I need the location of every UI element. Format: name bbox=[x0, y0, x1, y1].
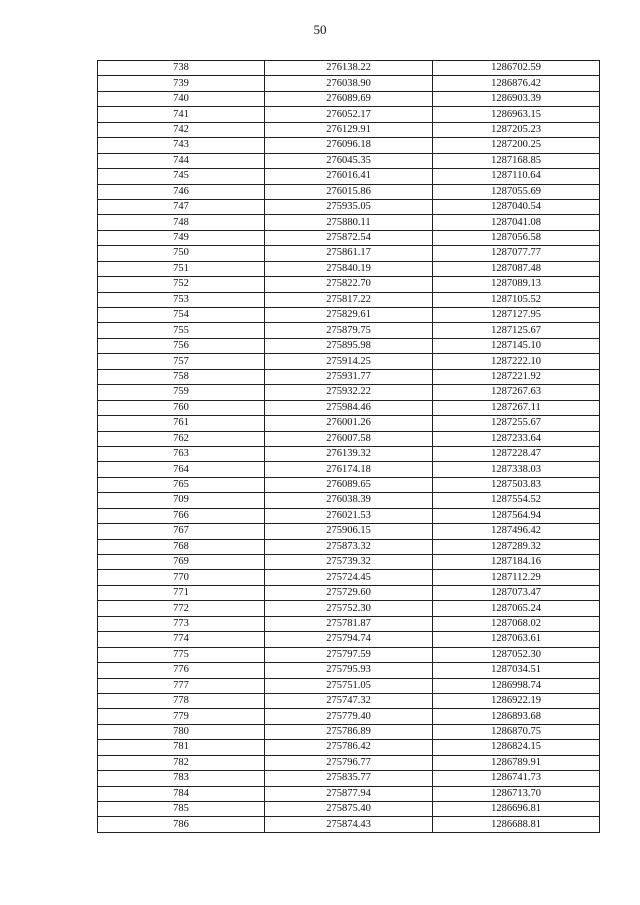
x-coordinate-cell: 275880.11 bbox=[265, 215, 433, 230]
x-coordinate-cell: 276021.53 bbox=[265, 508, 433, 523]
table-row bbox=[98, 230, 600, 245]
table-row bbox=[98, 632, 600, 647]
table-row bbox=[98, 385, 600, 400]
table-row bbox=[98, 199, 600, 214]
point-number-cell: 743 bbox=[98, 138, 265, 153]
table-row bbox=[98, 122, 600, 137]
y-coordinate-cell: 1286893.68 bbox=[433, 709, 600, 724]
table-row bbox=[98, 555, 600, 570]
point-number-cell: 786 bbox=[98, 817, 265, 832]
table-row bbox=[98, 477, 600, 492]
x-coordinate-cell: 275914.25 bbox=[265, 354, 433, 369]
point-number-cell: 709 bbox=[98, 493, 265, 508]
point-number-cell: 754 bbox=[98, 308, 265, 323]
point-number-cell: 757 bbox=[98, 354, 265, 369]
point-number-cell: 762 bbox=[98, 431, 265, 446]
table-row bbox=[98, 462, 600, 477]
x-coordinate-cell: 275822.70 bbox=[265, 277, 433, 292]
x-coordinate-cell: 275829.61 bbox=[265, 308, 433, 323]
point-number-cell: 752 bbox=[98, 277, 265, 292]
x-coordinate-cell: 275872.54 bbox=[265, 230, 433, 245]
point-number-cell: 777 bbox=[98, 678, 265, 693]
y-coordinate-cell: 1286903.39 bbox=[433, 91, 600, 106]
point-number-cell: 744 bbox=[98, 153, 265, 168]
point-number-cell: 745 bbox=[98, 169, 265, 184]
y-coordinate-cell: 1287063.61 bbox=[433, 632, 600, 647]
x-coordinate-cell: 275875.40 bbox=[265, 802, 433, 817]
x-coordinate-cell: 275724.45 bbox=[265, 570, 433, 585]
table-row bbox=[98, 539, 600, 554]
y-coordinate-cell: 1287065.24 bbox=[433, 601, 600, 616]
point-number-cell: 784 bbox=[98, 786, 265, 801]
y-coordinate-cell: 1287228.47 bbox=[433, 446, 600, 461]
x-coordinate-cell: 276174.18 bbox=[265, 462, 433, 477]
point-number-cell: 782 bbox=[98, 755, 265, 770]
point-number-cell: 765 bbox=[98, 477, 265, 492]
point-number-cell: 759 bbox=[98, 385, 265, 400]
x-coordinate-cell: 275786.42 bbox=[265, 740, 433, 755]
y-coordinate-cell: 1287233.64 bbox=[433, 431, 600, 446]
y-coordinate-cell: 1287222.10 bbox=[433, 354, 600, 369]
table-row bbox=[98, 91, 600, 106]
point-number-cell: 779 bbox=[98, 709, 265, 724]
y-coordinate-cell: 1287034.51 bbox=[433, 663, 600, 678]
y-coordinate-cell: 1286741.73 bbox=[433, 771, 600, 786]
point-number-cell: 755 bbox=[98, 323, 265, 338]
x-coordinate-cell: 276138.22 bbox=[265, 61, 433, 76]
table-row bbox=[98, 138, 600, 153]
y-coordinate-cell: 1287110.64 bbox=[433, 169, 600, 184]
x-coordinate-cell: 275796.77 bbox=[265, 755, 433, 770]
point-number-cell: 768 bbox=[98, 539, 265, 554]
table-row bbox=[98, 184, 600, 199]
table-row bbox=[98, 663, 600, 678]
x-coordinate-cell: 275931.77 bbox=[265, 369, 433, 384]
table-row bbox=[98, 508, 600, 523]
y-coordinate-cell: 1287496.42 bbox=[433, 524, 600, 539]
x-coordinate-cell: 276089.65 bbox=[265, 477, 433, 492]
point-number-cell: 778 bbox=[98, 693, 265, 708]
point-number-cell: 751 bbox=[98, 261, 265, 276]
x-coordinate-cell: 276096.18 bbox=[265, 138, 433, 153]
table-row bbox=[98, 693, 600, 708]
point-number-cell: 764 bbox=[98, 462, 265, 477]
y-coordinate-cell: 1286696.81 bbox=[433, 802, 600, 817]
x-coordinate-cell: 275932.22 bbox=[265, 385, 433, 400]
point-number-cell: 780 bbox=[98, 724, 265, 739]
table-row bbox=[98, 76, 600, 91]
x-coordinate-cell: 275739.32 bbox=[265, 555, 433, 570]
point-number-cell: 766 bbox=[98, 508, 265, 523]
y-coordinate-cell: 1286824.15 bbox=[433, 740, 600, 755]
x-coordinate-cell: 276129.91 bbox=[265, 122, 433, 137]
y-coordinate-cell: 1287221.92 bbox=[433, 369, 600, 384]
point-number-cell: 776 bbox=[98, 663, 265, 678]
x-coordinate-cell: 275984.46 bbox=[265, 400, 433, 415]
coordinates-table-body bbox=[98, 61, 600, 833]
y-coordinate-cell: 1287052.30 bbox=[433, 647, 600, 662]
y-coordinate-cell: 1287073.47 bbox=[433, 585, 600, 600]
y-coordinate-cell: 1287255.67 bbox=[433, 416, 600, 431]
x-coordinate-cell: 275794.74 bbox=[265, 632, 433, 647]
x-coordinate-cell: 275877.94 bbox=[265, 786, 433, 801]
table-row bbox=[98, 647, 600, 662]
table-row bbox=[98, 277, 600, 292]
y-coordinate-cell: 1287127.95 bbox=[433, 308, 600, 323]
table-row bbox=[98, 323, 600, 338]
point-number-cell: 763 bbox=[98, 446, 265, 461]
x-coordinate-cell: 275747.32 bbox=[265, 693, 433, 708]
table-row bbox=[98, 338, 600, 353]
table-row bbox=[98, 261, 600, 276]
page-number: 50 bbox=[313, 22, 327, 37]
point-number-cell: 756 bbox=[98, 338, 265, 353]
y-coordinate-cell: 1287145.10 bbox=[433, 338, 600, 353]
table-row bbox=[98, 107, 600, 122]
table-row bbox=[98, 400, 600, 415]
y-coordinate-cell: 1287055.69 bbox=[433, 184, 600, 199]
x-coordinate-cell: 276139.32 bbox=[265, 446, 433, 461]
point-number-cell: 749 bbox=[98, 230, 265, 245]
x-coordinate-cell: 275861.17 bbox=[265, 246, 433, 261]
y-coordinate-cell: 1287564.94 bbox=[433, 508, 600, 523]
point-number-cell: 770 bbox=[98, 570, 265, 585]
x-coordinate-cell: 275779.40 bbox=[265, 709, 433, 724]
table-row bbox=[98, 493, 600, 508]
x-coordinate-cell: 275879.75 bbox=[265, 323, 433, 338]
table-row bbox=[98, 616, 600, 631]
point-number-cell: 783 bbox=[98, 771, 265, 786]
x-coordinate-cell: 276007.58 bbox=[265, 431, 433, 446]
point-number-cell: 748 bbox=[98, 215, 265, 230]
point-number-cell: 750 bbox=[98, 246, 265, 261]
y-coordinate-cell: 1287125.67 bbox=[433, 323, 600, 338]
x-coordinate-cell: 275874.43 bbox=[265, 817, 433, 832]
table-row bbox=[98, 416, 600, 431]
point-number-cell: 739 bbox=[98, 76, 265, 91]
point-number-cell: 781 bbox=[98, 740, 265, 755]
x-coordinate-cell: 275835.77 bbox=[265, 771, 433, 786]
x-coordinate-cell: 276052.17 bbox=[265, 107, 433, 122]
y-coordinate-cell: 1287040.54 bbox=[433, 199, 600, 214]
point-number-cell: 771 bbox=[98, 585, 265, 600]
x-coordinate-cell: 275873.32 bbox=[265, 539, 433, 554]
table-row bbox=[98, 786, 600, 801]
point-number-cell: 741 bbox=[98, 107, 265, 122]
table-row bbox=[98, 724, 600, 739]
table-row bbox=[98, 817, 600, 832]
y-coordinate-cell: 1287554.52 bbox=[433, 493, 600, 508]
y-coordinate-cell: 1287289.32 bbox=[433, 539, 600, 554]
y-coordinate-cell: 1286702.59 bbox=[433, 61, 600, 76]
table-row bbox=[98, 61, 600, 76]
table-row bbox=[98, 369, 600, 384]
table-row bbox=[98, 678, 600, 693]
table-row bbox=[98, 169, 600, 184]
point-number-cell: 761 bbox=[98, 416, 265, 431]
x-coordinate-cell: 275752.30 bbox=[265, 601, 433, 616]
point-number-cell: 774 bbox=[98, 632, 265, 647]
table-row bbox=[98, 354, 600, 369]
y-coordinate-cell: 1286922.19 bbox=[433, 693, 600, 708]
x-coordinate-cell: 275840.19 bbox=[265, 261, 433, 276]
table-row bbox=[98, 431, 600, 446]
table-row bbox=[98, 771, 600, 786]
y-coordinate-cell: 1286713.70 bbox=[433, 786, 600, 801]
y-coordinate-cell: 1287267.11 bbox=[433, 400, 600, 415]
x-coordinate-cell: 276015.86 bbox=[265, 184, 433, 199]
point-number-cell: 785 bbox=[98, 802, 265, 817]
coordinates-table bbox=[97, 60, 600, 833]
y-coordinate-cell: 1287184.16 bbox=[433, 555, 600, 570]
table-row bbox=[98, 601, 600, 616]
y-coordinate-cell: 1286789.91 bbox=[433, 755, 600, 770]
x-coordinate-cell: 275895.98 bbox=[265, 338, 433, 353]
table-row bbox=[98, 709, 600, 724]
y-coordinate-cell: 1286998.74 bbox=[433, 678, 600, 693]
point-number-cell: 742 bbox=[98, 122, 265, 137]
y-coordinate-cell: 1286876.42 bbox=[433, 76, 600, 91]
point-number-cell: 767 bbox=[98, 524, 265, 539]
table-row bbox=[98, 215, 600, 230]
table-row bbox=[98, 802, 600, 817]
x-coordinate-cell: 275906.15 bbox=[265, 524, 433, 539]
y-coordinate-cell: 1287205.23 bbox=[433, 122, 600, 137]
table-row bbox=[98, 292, 600, 307]
table-row bbox=[98, 153, 600, 168]
x-coordinate-cell: 276045.35 bbox=[265, 153, 433, 168]
point-number-cell: 760 bbox=[98, 400, 265, 415]
y-coordinate-cell: 1287077.77 bbox=[433, 246, 600, 261]
table-row bbox=[98, 570, 600, 585]
y-coordinate-cell: 1286963.15 bbox=[433, 107, 600, 122]
y-coordinate-cell: 1287200.25 bbox=[433, 138, 600, 153]
y-coordinate-cell: 1287112.29 bbox=[433, 570, 600, 585]
y-coordinate-cell: 1286870.75 bbox=[433, 724, 600, 739]
point-number-cell: 747 bbox=[98, 199, 265, 214]
point-number-cell: 769 bbox=[98, 555, 265, 570]
table-row bbox=[98, 308, 600, 323]
x-coordinate-cell: 275729.60 bbox=[265, 585, 433, 600]
point-number-cell: 772 bbox=[98, 601, 265, 616]
point-number-cell: 738 bbox=[98, 61, 265, 76]
point-number-cell: 775 bbox=[98, 647, 265, 662]
x-coordinate-cell: 275795.93 bbox=[265, 663, 433, 678]
table-row bbox=[98, 524, 600, 539]
y-coordinate-cell: 1287089.13 bbox=[433, 277, 600, 292]
x-coordinate-cell: 275751.05 bbox=[265, 678, 433, 693]
y-coordinate-cell: 1287503.83 bbox=[433, 477, 600, 492]
x-coordinate-cell: 276001.26 bbox=[265, 416, 433, 431]
x-coordinate-cell: 276016.41 bbox=[265, 169, 433, 184]
y-coordinate-cell: 1286688.81 bbox=[433, 817, 600, 832]
x-coordinate-cell: 276038.90 bbox=[265, 76, 433, 91]
table-row bbox=[98, 740, 600, 755]
table-row bbox=[98, 246, 600, 261]
point-number-cell: 746 bbox=[98, 184, 265, 199]
y-coordinate-cell: 1287105.52 bbox=[433, 292, 600, 307]
x-coordinate-cell: 276089.69 bbox=[265, 91, 433, 106]
y-coordinate-cell: 1287087.48 bbox=[433, 261, 600, 276]
y-coordinate-cell: 1287041.08 bbox=[433, 215, 600, 230]
y-coordinate-cell: 1287267.63 bbox=[433, 385, 600, 400]
y-coordinate-cell: 1287168.85 bbox=[433, 153, 600, 168]
y-coordinate-cell: 1287068.02 bbox=[433, 616, 600, 631]
table-row bbox=[98, 446, 600, 461]
point-number-cell: 740 bbox=[98, 91, 265, 106]
point-number-cell: 753 bbox=[98, 292, 265, 307]
table-row bbox=[98, 755, 600, 770]
y-coordinate-cell: 1287338.03 bbox=[433, 462, 600, 477]
x-coordinate-cell: 275797.59 bbox=[265, 647, 433, 662]
y-coordinate-cell: 1287056.58 bbox=[433, 230, 600, 245]
x-coordinate-cell: 275786.89 bbox=[265, 724, 433, 739]
x-coordinate-cell: 275935.05 bbox=[265, 199, 433, 214]
x-coordinate-cell: 275781.87 bbox=[265, 616, 433, 631]
x-coordinate-cell: 276038.39 bbox=[265, 493, 433, 508]
table-row bbox=[98, 585, 600, 600]
point-number-cell: 758 bbox=[98, 369, 265, 384]
x-coordinate-cell: 275817.22 bbox=[265, 292, 433, 307]
point-number-cell: 773 bbox=[98, 616, 265, 631]
